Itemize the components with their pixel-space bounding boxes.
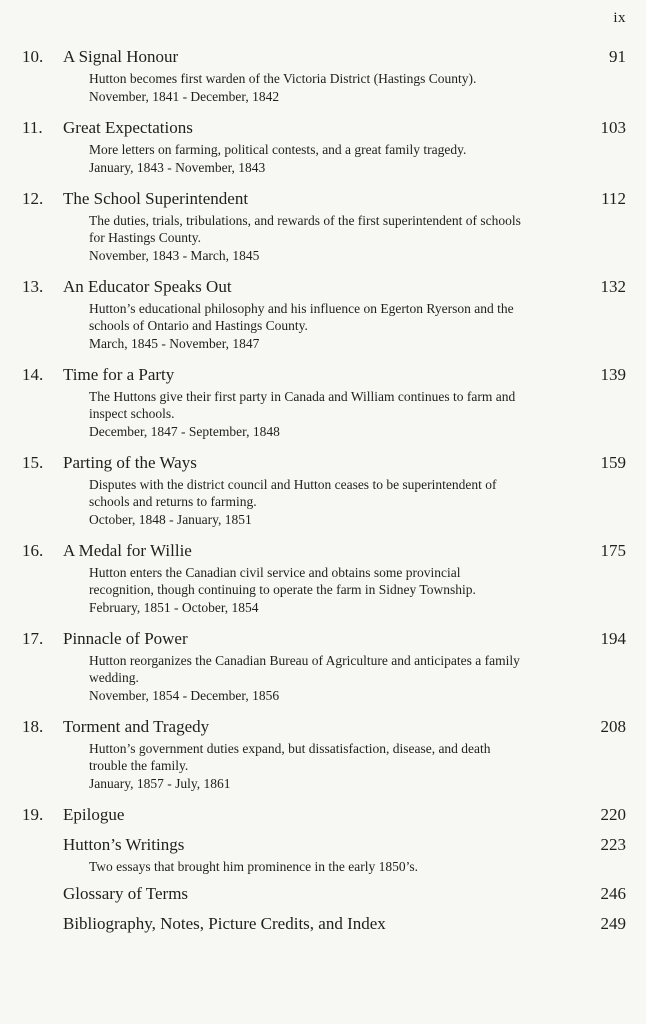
toc-entry-13[interactable] [0,274,646,353]
chapter-page: 159 [600,453,626,472]
chapter-title[interactable]: Time for a Party [63,365,175,384]
chapter-dates: November, 1854 - December, 1856 [89,688,280,703]
toc-entry-bibliography[interactable] [0,911,646,937]
toc-entry-14[interactable] [0,362,646,441]
toc-entry-12[interactable] [0,186,646,265]
chapter-dates: December, 1847 - September, 1848 [89,424,280,439]
chapter-number: 19. [22,805,44,824]
section-title[interactable]: Glossary of Terms [63,884,189,903]
toc-entry-18[interactable] [0,714,646,793]
toc-entry-17[interactable] [0,626,646,705]
chapter-description: The duties, trials, tribulations, and rewards of the first superintendent of schools for Hastings County. [89,213,521,245]
chapter-number: 10. [22,47,44,66]
chapter-title[interactable]: Epilogue [63,805,125,824]
chapter-description: Hutton reorganizes the Canadian Bureau of Agriculture and anticipates a family wedding. [89,653,520,685]
chapter-dates: February, 1851 - October, 1854 [89,600,259,615]
chapter-page: 91 [609,47,626,66]
chapter-number: 16. [22,541,44,560]
page-number: ix [613,10,626,26]
chapter-title[interactable]: Parting of the Ways [63,453,197,472]
chapter-title[interactable]: A Signal Honour [63,47,179,66]
chapter-dates: January, 1843 - November, 1843 [89,160,266,175]
chapter-description: Hutton’s educational philosophy and his influence on Egerton Ryerson and the schools of Ontario and Hastings County. [89,301,514,333]
chapter-number: 17. [22,629,44,648]
chapter-description: Disputes with the district council and Hutton ceases to be superintendent of schools and returns to farming. [89,477,497,509]
chapter-page: 132 [600,277,626,296]
chapter-page: 139 [600,365,626,384]
chapter-description: The Huttons give their first party in Canada and William continues to farm and inspect schools. [89,389,516,421]
chapter-page: 175 [600,541,626,560]
chapter-page: 112 [601,189,626,208]
chapter-dates: March, 1845 - November, 1847 [89,336,260,351]
chapter-number: 12. [22,189,44,208]
chapter-title[interactable]: An Educator Speaks Out [63,277,232,296]
toc-entry-15[interactable] [0,450,646,529]
chapter-title[interactable]: Great Expectations [63,118,193,137]
chapter-number: 11. [22,118,43,137]
chapter-number: 14. [22,365,44,384]
chapter-title[interactable]: Torment and Tragedy [63,717,210,736]
toc-entry-glossary[interactable] [0,881,646,907]
chapter-number: 18. [22,717,44,736]
chapter-page: 194 [600,629,626,648]
toc-entry-11[interactable] [0,115,646,177]
section-page: 246 [600,884,626,903]
chapter-description: Hutton becomes first warden of the Victoria District (Hastings County). [89,71,477,86]
chapter-title[interactable]: The School Superintendent [63,189,249,208]
toc-entry-10[interactable] [0,44,646,106]
chapter-description: Hutton’s government duties expand, but dissatisfaction, disease, and death trouble the family. [89,741,491,773]
chapter-description: Hutton enters the Canadian civil service and obtains some provincial recognition, though continuing to operate the farm in Sidney Township. [89,565,476,597]
section-page: 223 [600,835,626,854]
chapter-number: 13. [22,277,44,296]
chapter-title[interactable]: A Medal for Willie [63,541,192,560]
chapter-dates: January, 1857 - July, 1861 [89,776,231,791]
chapter-title[interactable]: Pinnacle of Power [63,629,188,648]
chapter-page: 220 [600,805,626,824]
section-title[interactable]: Bibliography, Notes, Picture Credits, and Index [63,914,386,933]
chapter-dates: November, 1843 - March, 1845 [89,248,260,263]
table-of-contents [0,44,646,946]
chapter-page: 103 [600,118,626,137]
section-page: 249 [600,914,626,933]
section-title[interactable]: Hutton’s Writings [63,835,185,854]
toc-entry-epilogue[interactable] [0,802,646,828]
section-description: Two essays that brought him prominence in the early 1850’s. [89,859,418,874]
chapter-dates: October, 1848 - January, 1851 [89,512,252,527]
chapter-number: 15. [22,453,44,472]
chapter-page: 208 [600,717,626,736]
toc-entry-16[interactable] [0,538,646,617]
chapter-dates: November, 1841 - December, 1842 [89,89,280,104]
toc-entry-writings[interactable] [0,832,646,875]
chapter-description: More letters on farming, political contests, and a great family tragedy. [89,142,467,157]
